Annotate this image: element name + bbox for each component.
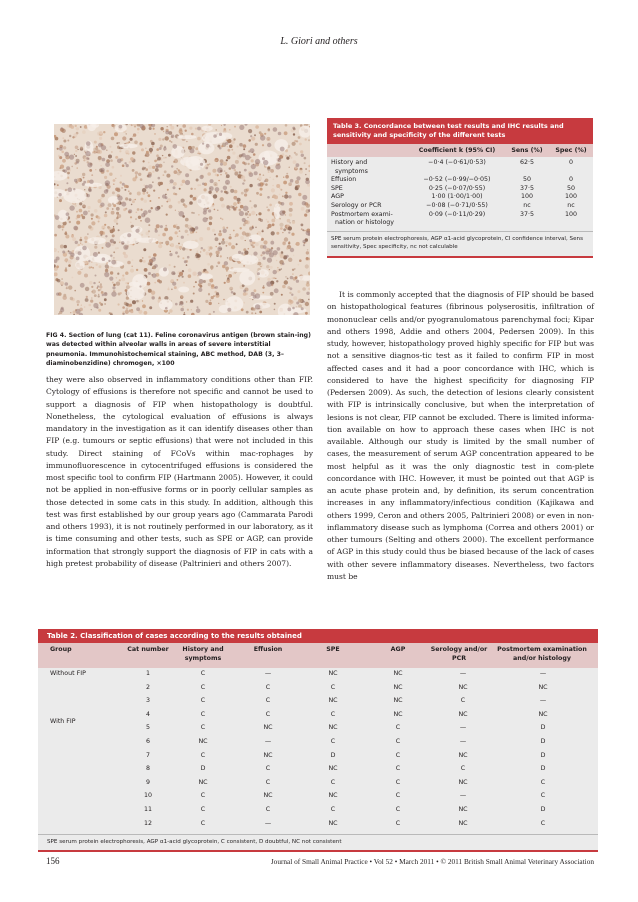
cell-spe: NC (328, 792, 338, 800)
col-sensitivity: Sens (%) (511, 147, 543, 154)
cell-postmortem: C (540, 819, 546, 827)
cell-history: NC (198, 737, 208, 745)
cell-history: C (200, 751, 206, 759)
test-name: Effusion (331, 176, 357, 184)
table-row (327, 211, 593, 220)
cell-cat: 3 (145, 697, 150, 705)
table-row (327, 202, 593, 211)
col-coefficient: Coefficient k (95% CI) (418, 147, 496, 154)
test-name: SPE (331, 184, 343, 192)
table-3-title: Table 3. Concordance between test results and IHC results and sensitivity and specificity of the different tests (327, 118, 593, 144)
table-row (327, 193, 593, 202)
cell-cat: 5 (145, 724, 150, 732)
table-row-continuation (327, 168, 593, 177)
cell-effusion: NC (263, 792, 273, 800)
cell-agp: C (395, 724, 401, 732)
cell-agp: C (395, 805, 401, 813)
cell-history: C (200, 792, 206, 800)
table-3 (327, 118, 593, 258)
cell-effusion: C (265, 805, 271, 813)
test-name-cont: nation or histology (335, 219, 395, 227)
cell-effusion: — (264, 670, 272, 677)
cell-history: C (200, 683, 206, 691)
test-name: History and (331, 159, 368, 166)
cell-serology: NC (458, 710, 468, 718)
group-label-with-fip: With FIP (50, 718, 76, 725)
table-row (38, 804, 598, 818)
col-spe: SPE (326, 646, 340, 653)
cell-postmortem: D (540, 737, 546, 745)
cell-cat: 12 (143, 819, 152, 827)
table-row (38, 668, 598, 682)
sens-value: 50 (522, 176, 531, 184)
col-postmortem: Postmortem examination and/or histology (497, 646, 587, 662)
cell-serology: C (460, 765, 466, 773)
cell-serology: NC (458, 683, 468, 691)
cell-serology: — (459, 670, 467, 677)
test-name: AGP (331, 193, 344, 201)
spec-value: 100 (564, 210, 578, 218)
cell-effusion: C (265, 765, 271, 773)
coef-value: −0·4 (−0·61/0·53) (428, 159, 486, 166)
cell-spe: C (330, 805, 336, 813)
table-row (38, 790, 598, 804)
cell-history: C (200, 670, 206, 677)
cell-history: C (200, 724, 206, 732)
cell-spe: NC (328, 765, 338, 773)
page-number: 156 (46, 856, 60, 866)
cell-spe: C (330, 683, 336, 691)
cell-history: D (200, 765, 206, 773)
cell-spe: NC (328, 819, 338, 827)
table-row (38, 709, 598, 723)
cell-effusion: NC (263, 751, 273, 759)
cell-postmortem: — (539, 670, 547, 677)
cell-history: NC (198, 778, 208, 786)
table-row (327, 176, 593, 185)
right-column-body (327, 289, 594, 583)
sens-value: nc (523, 201, 531, 209)
cell-agp: NC (393, 710, 403, 718)
cell-serology: — (459, 737, 467, 745)
test-name: Postmortem exami- (331, 210, 393, 218)
table-2-title: Table 2. Classification of cases according to the results obtained (38, 629, 598, 643)
cell-serology: NC (458, 778, 468, 786)
col-specificity: Spec (%) (555, 147, 587, 154)
table-row (38, 750, 598, 764)
cell-postmortem: — (539, 697, 547, 705)
col-serology: Serology and/or PCR (430, 646, 488, 662)
running-head: L. Giori and others (280, 36, 358, 47)
cell-agp: NC (393, 670, 403, 677)
col-history: History and symptoms (182, 646, 224, 662)
coef-value: 1·00 (1·00/1·00) (431, 193, 483, 201)
cell-postmortem: NC (538, 710, 548, 718)
figure-caption (46, 331, 311, 368)
table-row (38, 682, 598, 696)
group-label-without-fip: Without FIP (50, 670, 86, 677)
spec-value: 50 (566, 184, 575, 192)
table-row (327, 159, 593, 168)
test-name-cont: symptoms (335, 167, 368, 175)
cell-effusion: C (265, 697, 271, 705)
cell-spe: C (330, 778, 336, 786)
col-agp: AGP (390, 646, 406, 653)
cell-spe: C (330, 737, 336, 745)
cell-cat: 10 (143, 792, 152, 800)
sens-value: 62·5 (519, 159, 535, 166)
cell-effusion: — (264, 737, 272, 745)
cell-history: C (200, 710, 206, 718)
sens-value: 37·5 (519, 184, 535, 192)
table-row (327, 185, 593, 194)
cell-agp: C (395, 765, 401, 773)
table-3-footnote: SPE serum protein electrophoresis, AGP α1-acid glycoprotein, CI confidence interval, Sens sensitivity, Spec specificity, nc not calculable (327, 231, 593, 256)
col-cat-number: Cat number (127, 646, 169, 653)
coef-value: 0·09 (−0·11/0·29) (428, 210, 486, 218)
lung-section-micrograph (54, 124, 310, 315)
col-effusion: Effusion (253, 646, 283, 653)
cell-spe: NC (328, 724, 338, 732)
cell-postmortem: C (540, 792, 546, 800)
cell-postmortem: D (540, 805, 546, 813)
cell-serology: NC (458, 751, 468, 759)
figure-caption-text: Section of lung (cat 11). Feline coronavirus antigen (brown stain-ing) was detected within alveolar walls in areas of severe interstitial pneumonia. Immunohistochemical staining, ABC method, DAB (3, 3–diaminobenzidine) chromogen, ×100 (46, 332, 311, 367)
cell-effusion: C (265, 778, 271, 786)
cell-spe: NC (328, 697, 338, 705)
cell-postmortem: NC (538, 683, 548, 691)
cell-spe: D (330, 751, 336, 759)
table-row-continuation (327, 219, 593, 228)
table-2-footnote: SPE serum protein electrophoresis, AGP α1-acid glycoprotein, C consistent, D doubtful, NC not consistent (38, 834, 598, 850)
cell-agp: NC (393, 683, 403, 691)
cell-history: C (200, 697, 206, 705)
spec-value: 100 (564, 193, 578, 201)
cell-cat: 11 (143, 805, 152, 813)
cell-agp: C (395, 737, 401, 745)
cell-effusion: C (265, 710, 271, 718)
cell-agp: C (395, 778, 401, 786)
table-3-header-row (327, 144, 593, 157)
spec-value: nc (567, 201, 575, 209)
cell-cat: 6 (145, 737, 150, 745)
coef-value: 0·25 (−0·07/0·55) (428, 184, 486, 192)
cell-history: C (200, 805, 206, 813)
sens-value: 37·5 (519, 210, 535, 218)
cell-postmortem: D (540, 724, 546, 732)
table-row (38, 722, 598, 736)
table-row (38, 777, 598, 791)
cell-agp: C (395, 751, 401, 759)
table-row (38, 736, 598, 750)
cell-serology: NC (458, 805, 468, 813)
cell-spe: C (330, 710, 336, 718)
spec-value: 0 (568, 159, 573, 166)
spec-value: 0 (568, 176, 573, 184)
cell-postmortem: C (540, 778, 546, 786)
coef-value: −0·52 (−0·99/−0·05) (423, 176, 491, 184)
coef-value: −0·08 (−0·71/0·55) (426, 201, 488, 209)
cell-agp: C (395, 792, 401, 800)
sens-value: 100 (520, 193, 534, 201)
cell-cat: 4 (145, 710, 150, 718)
cell-cat: 1 (145, 670, 150, 677)
table-row (38, 818, 598, 832)
figure-label: FIG 4. (46, 332, 67, 339)
table-2-body (38, 668, 598, 834)
cell-cat: 7 (145, 751, 150, 759)
left-paragraph: they were also observed in inflammatory conditions other than FIP. Cytology of effusions is therefore not specific and cannot be used to support a diagnosis of FIP when histopathology is doubtful. Nonetheless, the cytological evaluation of effusions is always mandatory in the investigation as it can identify diseases other than FIP (e.g. tumours or septic effusions) that were not included in this study. Direct staining of FCoVs within mac-rophages by immunofluorescence in cytocentrifuged effusions is considered the most specific tool to confirm FIP (Hartmann 2005). However, it could not be applied in non-effusive forms or in poorly cellular samples as those detected in some cats in this study. In addition, although this test was first established by our group years ago (Cammarata Parodi and others 1993), it is not routinely performed in our laboratory, as it is time consuming and other tests, such as SPE or AGP, can provide information that strongly support the diagnosis of FIP in cats with a high pretest probability of disease (Paltrinieri and others 2007). (46, 375, 313, 568)
cell-effusion: NC (263, 724, 273, 732)
cell-effusion: C (265, 683, 271, 691)
cell-history: C (200, 819, 206, 827)
cell-postmortem: D (540, 765, 546, 773)
cell-serology: C (460, 697, 466, 705)
cell-spe: NC (328, 670, 338, 677)
journal-citation: Journal of Small Animal Practice • Vol 52 • March 2011 • © 2011 British Small Animal Veterinary Association (270, 857, 594, 866)
cell-serology: — (459, 724, 467, 732)
table-2 (38, 629, 598, 852)
cell-serology: NC (458, 819, 468, 827)
table-row (38, 695, 598, 709)
cell-serology: — (459, 792, 467, 800)
cell-agp: C (395, 819, 401, 827)
cell-cat: 9 (145, 778, 150, 786)
cell-agp: NC (393, 697, 403, 705)
test-name: Serology or PCR (331, 201, 382, 209)
cell-cat: 2 (145, 683, 150, 691)
cell-postmortem: D (540, 751, 546, 759)
cell-effusion: — (264, 819, 272, 827)
col-group: Group (50, 646, 72, 653)
table-2-header-row (38, 643, 598, 668)
table-row (38, 763, 598, 777)
right-paragraph: It is commonly accepted that the diagnosis of FIP should be based on histopathological features (fibrinous polyserositis, infiltration of mononuclear cells and/or pyogranulomatous parenchymal foci; Kipar and others 1998, Addie and others 2004, Pedersen 2009). In this study, however, histopathology proved highly specific for FIP but was not a sensitive diagnos-tic test as it failed to confirm FIP in most affected cases and it had a poor concordance with IHC, which is considered to have the highest specificity for diagnosing FIP (Pedersen 2009). As such, the detection of lesions clearly consistent with FIP is intrinsically conclusive, but when the interpretation of lesions is not clear, FIP cannot be excluded. There is limited informa-tion available on how to approach these cases when IHC is not available. Although our study is limited by the small number of cases, the measurement of serum AGP concentration appeared to be most helpful as it was the only diagnostic test in com-plete concordance with IHC. However, it must be pointed out that AGP is an acute phase protein and, by definition, its serum concentration increases in any inflammatory/infectious condition (Kajikawa and others 1999, Ceron and others 2005, Paltrinieri 2008) or even in non-inflammatory disease such as lymphoma (Correa and others 2001) or other tumours (Selting and others 2000). The excellent performance of AGP in this study could thus be biased because of the lack of cases with other severe inflammatory diseases. Nevertheless, two factors must be (327, 290, 594, 581)
cell-cat: 8 (145, 765, 150, 773)
left-column-body (46, 374, 313, 570)
micrograph-image (54, 124, 310, 315)
